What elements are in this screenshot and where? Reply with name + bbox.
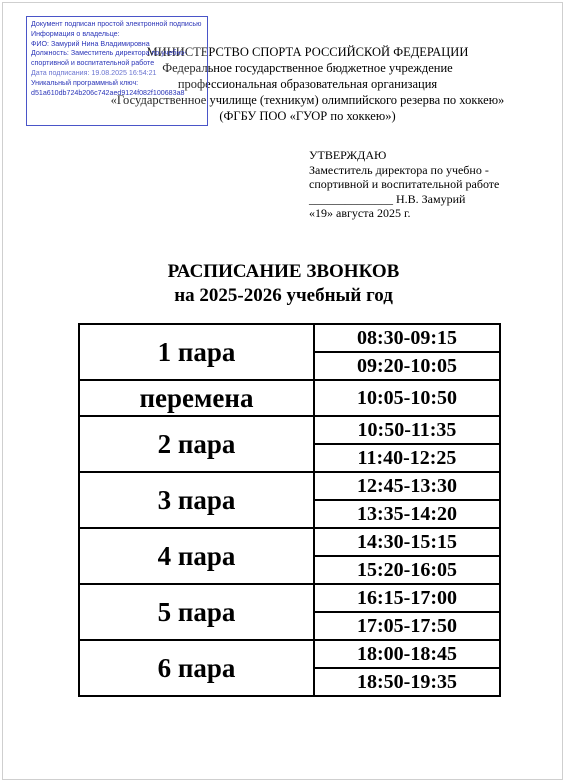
period-time: 12:45-13:30 xyxy=(314,472,500,500)
approval-block xyxy=(309,148,499,221)
period-name: 3 пара xyxy=(79,472,314,528)
period-name: 5 пара xyxy=(79,584,314,640)
approval-heading: УТВЕРЖДАЮ xyxy=(309,148,387,162)
period-name: 1 пара xyxy=(79,324,314,380)
period-time: 18:00-18:45 xyxy=(314,640,500,668)
table-row xyxy=(79,584,500,612)
stamp-line: спортивной и воспитательной работе xyxy=(31,59,155,68)
org-short-name: (ФГБУ ПОО «ГУОР по хоккею») xyxy=(219,109,396,123)
period-name: 6 пара xyxy=(79,640,314,696)
stamp-line: Должность: Заместитель директора по учебно- xyxy=(31,49,187,58)
period-time: 18:50-19:35 xyxy=(314,668,500,696)
period-time: 15:20-16:05 xyxy=(314,556,500,584)
org-line: Федеральное государственное бюджетное учреждение xyxy=(162,61,453,75)
period-time: 10:50-11:35 xyxy=(314,416,500,444)
stamp-line: Информация о владельце: xyxy=(31,29,120,38)
title-subline: на 2025-2026 учебный год xyxy=(174,285,393,306)
org-line: профессиональная образовательная организация xyxy=(177,77,438,91)
period-time: 09:20-10:05 xyxy=(314,352,500,380)
bell-schedule-table xyxy=(78,323,501,697)
stamp-line: Документ подписан простой электронной подписью xyxy=(31,20,202,28)
approval-position: Заместитель директора по учебно - xyxy=(309,162,489,177)
ministry-name: МИНИСТЕРСТВО СПОРТА РОССИЙСКОЙ ФЕДЕРАЦИИ xyxy=(146,45,469,59)
stamp-line: Дата подписания: 19.08.2025 16:54:21 xyxy=(31,68,157,77)
approval-date: «19» августа 2025 г. xyxy=(309,206,411,220)
period-name: 4 пара xyxy=(79,528,314,584)
period-time: 16:15-17:00 xyxy=(314,584,500,612)
break-name: перемена xyxy=(79,380,314,416)
period-time: 13:35-14:20 xyxy=(314,500,500,528)
table-row xyxy=(79,324,500,352)
table-row xyxy=(79,416,500,444)
period-time: 14:30-15:15 xyxy=(314,528,500,556)
approval-position: спортивной и воспитательной работе xyxy=(309,177,500,191)
table-row xyxy=(79,472,500,500)
approval-signature: ______________ Н.В. Замурий xyxy=(309,191,466,206)
document-title xyxy=(0,260,567,308)
org-line: «Государственное училище (техникум) олимпийского резерва по хоккею» xyxy=(110,93,505,107)
stamp-line: Уникальный программный ключ: xyxy=(31,78,139,87)
period-name: 2 пара xyxy=(79,416,314,472)
period-time: 11:40-12:25 xyxy=(314,444,500,472)
break-time: 10:05-10:50 xyxy=(314,380,500,416)
table-row xyxy=(79,528,500,556)
table-row xyxy=(79,640,500,668)
stamp-line: d51a610db724b206c742aed9124f082f100683a8 xyxy=(31,88,185,97)
period-time: 17:05-17:50 xyxy=(314,612,500,640)
electronic-signature-stamp xyxy=(26,16,208,126)
stamp-line: ФИО: Замурий Нина Владимировна xyxy=(31,39,150,48)
title-line: РАСПИСАНИЕ ЗВОНКОВ xyxy=(167,261,400,282)
period-time: 08:30-09:15 xyxy=(314,324,500,352)
table-row xyxy=(79,380,500,416)
